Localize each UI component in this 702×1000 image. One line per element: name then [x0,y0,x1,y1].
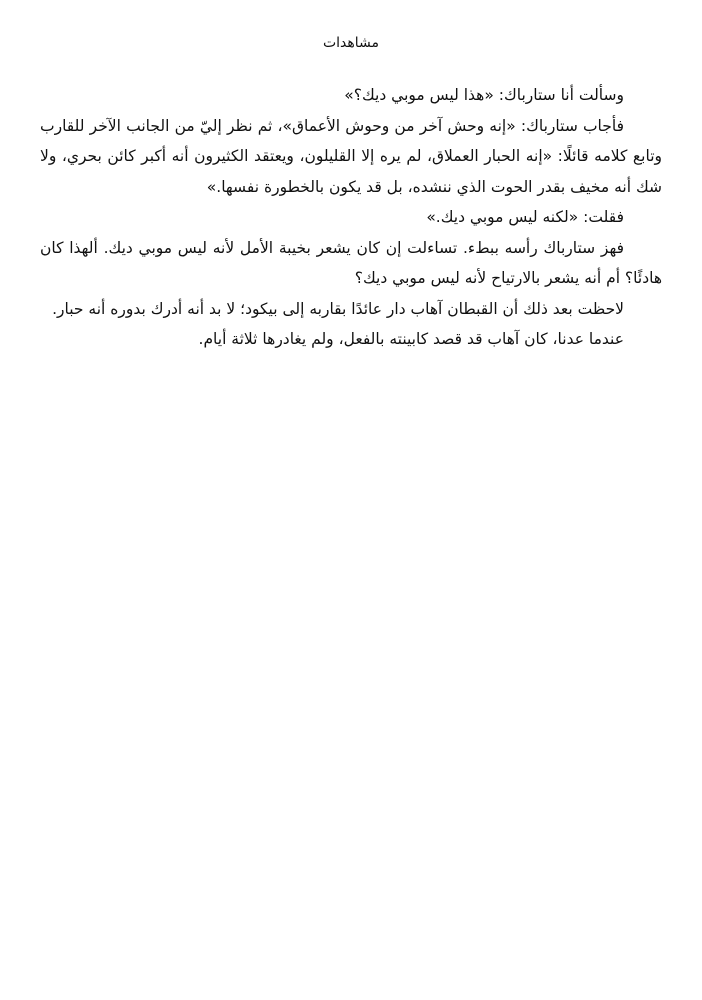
paragraph-starbuck-reaction: فهز ستارباك رأسه ببطء. تساءلت إن كان يشعر بخيبة الأمل لأنه ليس موبي ديك. ألهذا كان هادئًا؟ أم أنه يشعر بالارتياح لأنه ليس موبي ديك؟ [40,238,662,287]
chapter-body [40,80,662,355]
paragraph-ahab-returns: لاحظت بعد ذلك أن القبطان آهاب دار عائدًا بقاربه إلى بيكود؛ لا بد أنه أدرك بدوره أنه حبار. [52,299,624,318]
paragraph-question: وسألت أنا ستارباك: «هذا ليس موبي ديك؟» [344,86,624,104]
paragraph-cabin: عندما عدنا، كان آهاب قد قصد كابينته بالفعل، ولم يغادرها ثلاثة أيام. [198,330,624,348]
paragraph-not-moby-dick: فقلت: «لكنه ليس موبي ديك.» [426,208,624,226]
paragraph-squid-answer: فأجاب ستارباك: «إنه وحش آخر من وحوش الأعماق»، ثم نظر إليّ من الجانب الآخر للقارب وتابع كلامه قائلًا: «إنه الحبار العملاق، لم يره إلا القليلون، ويعتقد الكثيرون أنه أكبر كائن بحري، ولا شك أنه مخيف بقدر الحوت الذي ننشده، بل قد يكون بالخطورة نفسها.» [40,116,662,196]
running-header: مشاهدات [322,35,380,51]
